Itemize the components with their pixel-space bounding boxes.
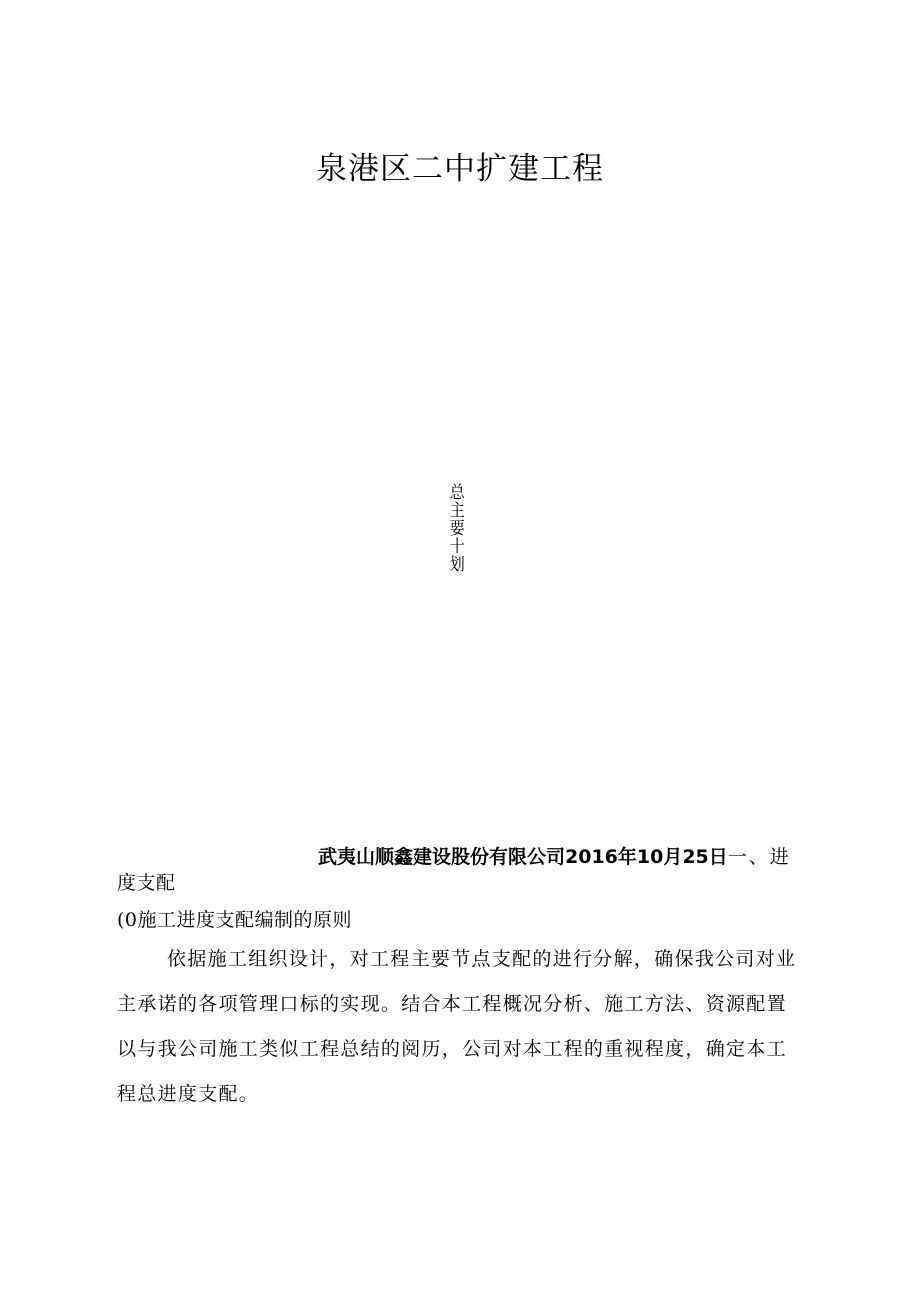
subheading: (0施工进度支配编制的原则	[117, 909, 353, 931]
vertical-plan-label: 总主要十划	[445, 483, 464, 573]
section-heading-end: 度支配	[117, 872, 176, 894]
section-heading-start: 一、进	[727, 846, 791, 868]
paragraph-line: 主承诺的各项管理口标的实现。结合本工程概况分析、施工方法、资源配置	[117, 993, 787, 1015]
company-and-date: 武夷山顺鑫建设股份有限公司2016年10月25日	[318, 846, 728, 868]
paragraph-line: 程总进度支配。	[117, 1083, 260, 1105]
paragraph-line: 依据施工组织设计，对工程主要节点支配的进行分解，确保我公司对业	[167, 948, 797, 970]
company-date-line	[318, 842, 791, 869]
body-paragraph	[117, 937, 797, 1117]
document-title: 泉港区二中扩建工程	[316, 151, 604, 187]
paragraph-line: 以与我公司施工类似工程总结的阅历，公司对本工程的重视程度，确定本工	[117, 1038, 787, 1060]
